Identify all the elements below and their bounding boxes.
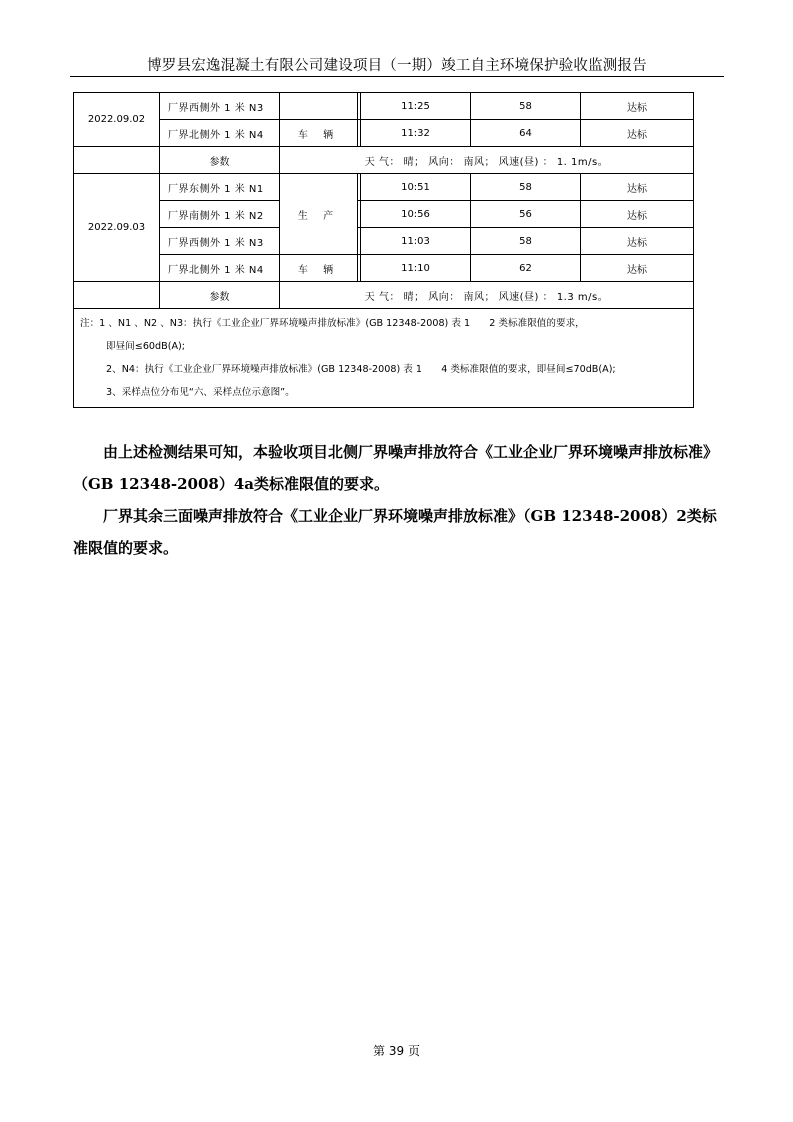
time-cell: 11:10 [361,255,471,282]
date-cell: 2022.09.02 [74,93,160,147]
note-line-3: 3、采样点位分布见“六、采样点位示意图”。 [106,387,295,398]
time-cell: 11:32 [361,120,471,147]
report-header-title: 博罗县宏逸混凝土有限公司建设项目（一期）竣工自主环境保护验收监测报告 [147,58,647,74]
date-cell: 2022.09.03 [74,174,160,282]
note-line-1: 注：1 、N1 、N2 、N3：执行《工业企业厂界环境噪声排放标准》(GB 12348-2008) 表 1 2 类标准限值的要求， [80,318,585,329]
notes-row [74,309,694,408]
table-row [74,120,694,147]
table-row [74,147,694,174]
conclusion-paragraph-2: 厂界其余三面噪声排放符合《工业企业厂界环境噪声排放标准》（GB 12348-2008）2类标准限值的要求。 [73,507,717,557]
value-cell: 56 [471,201,581,228]
time-cell: 11:03 [361,228,471,255]
location-cell: 厂界西侧外 1 米 N3 [160,93,280,120]
location-cell: 厂界北侧外 1 米 N4 [160,120,280,147]
table-row [74,93,694,120]
page-number: 第 39 页 [373,1044,420,1058]
time-cell: 10:51 [361,174,471,201]
note-line-1b: 即昼间≤60dB(A); [106,341,185,352]
result-cell: 达标 [581,174,694,201]
value-cell: 58 [471,174,581,201]
value-cell: 58 [471,228,581,255]
empty-cell [74,147,160,174]
result-cell: 达标 [581,120,694,147]
notes-cell [74,309,694,408]
note-line-2: 2、N4：执行《工业企业厂界环境噪声排放标准》(GB 12348-2008) 表 1 4 类标准限值的要求，即昼间≤70dB(A); [106,364,616,375]
table-row [74,282,694,309]
location-cell: 厂界北侧外 1 米 N4 [160,255,280,282]
source-cell: 车 辆 [280,255,358,282]
noise-monitoring-table [73,92,694,408]
header-divider [70,76,724,77]
time-cell: 11:25 [361,93,471,120]
table-row [74,201,694,228]
weather-cell: 天 气： 晴； 风向： 南风； 风速(昼) ： 1. 1m/s。 [280,147,694,174]
value-cell: 58 [471,93,581,120]
source-cell: 生 产 [280,174,358,255]
param-label-cell: 参数 [160,282,280,309]
result-cell: 达标 [581,93,694,120]
param-label-cell: 参数 [160,147,280,174]
result-cell: 达标 [581,201,694,228]
location-cell: 厂界南侧外 1 米 N2 [160,201,280,228]
weather-cell: 天 气： 晴； 风向： 南风； 风速(昼) ： 1.3 m/s。 [280,282,694,309]
table-row [74,174,694,201]
table-row [74,228,694,255]
location-cell: 厂界西侧外 1 米 N3 [160,228,280,255]
value-cell: 64 [471,120,581,147]
result-cell: 达标 [581,228,694,255]
source-cell [280,93,358,120]
value-cell: 62 [471,255,581,282]
location-cell: 厂界东侧外 1 米 N1 [160,174,280,201]
time-cell: 10:56 [361,201,471,228]
empty-cell [74,282,160,309]
conclusion-paragraph-1: 由上述检测结果可知，本验收项目北侧厂界噪声排放符合《工业企业厂界环境噪声排放标准》（GB 12348-2008）4a类标准限值的要求。 [73,443,719,493]
result-cell: 达标 [581,255,694,282]
table-row [74,255,694,282]
source-cell: 车 辆 [280,120,358,147]
